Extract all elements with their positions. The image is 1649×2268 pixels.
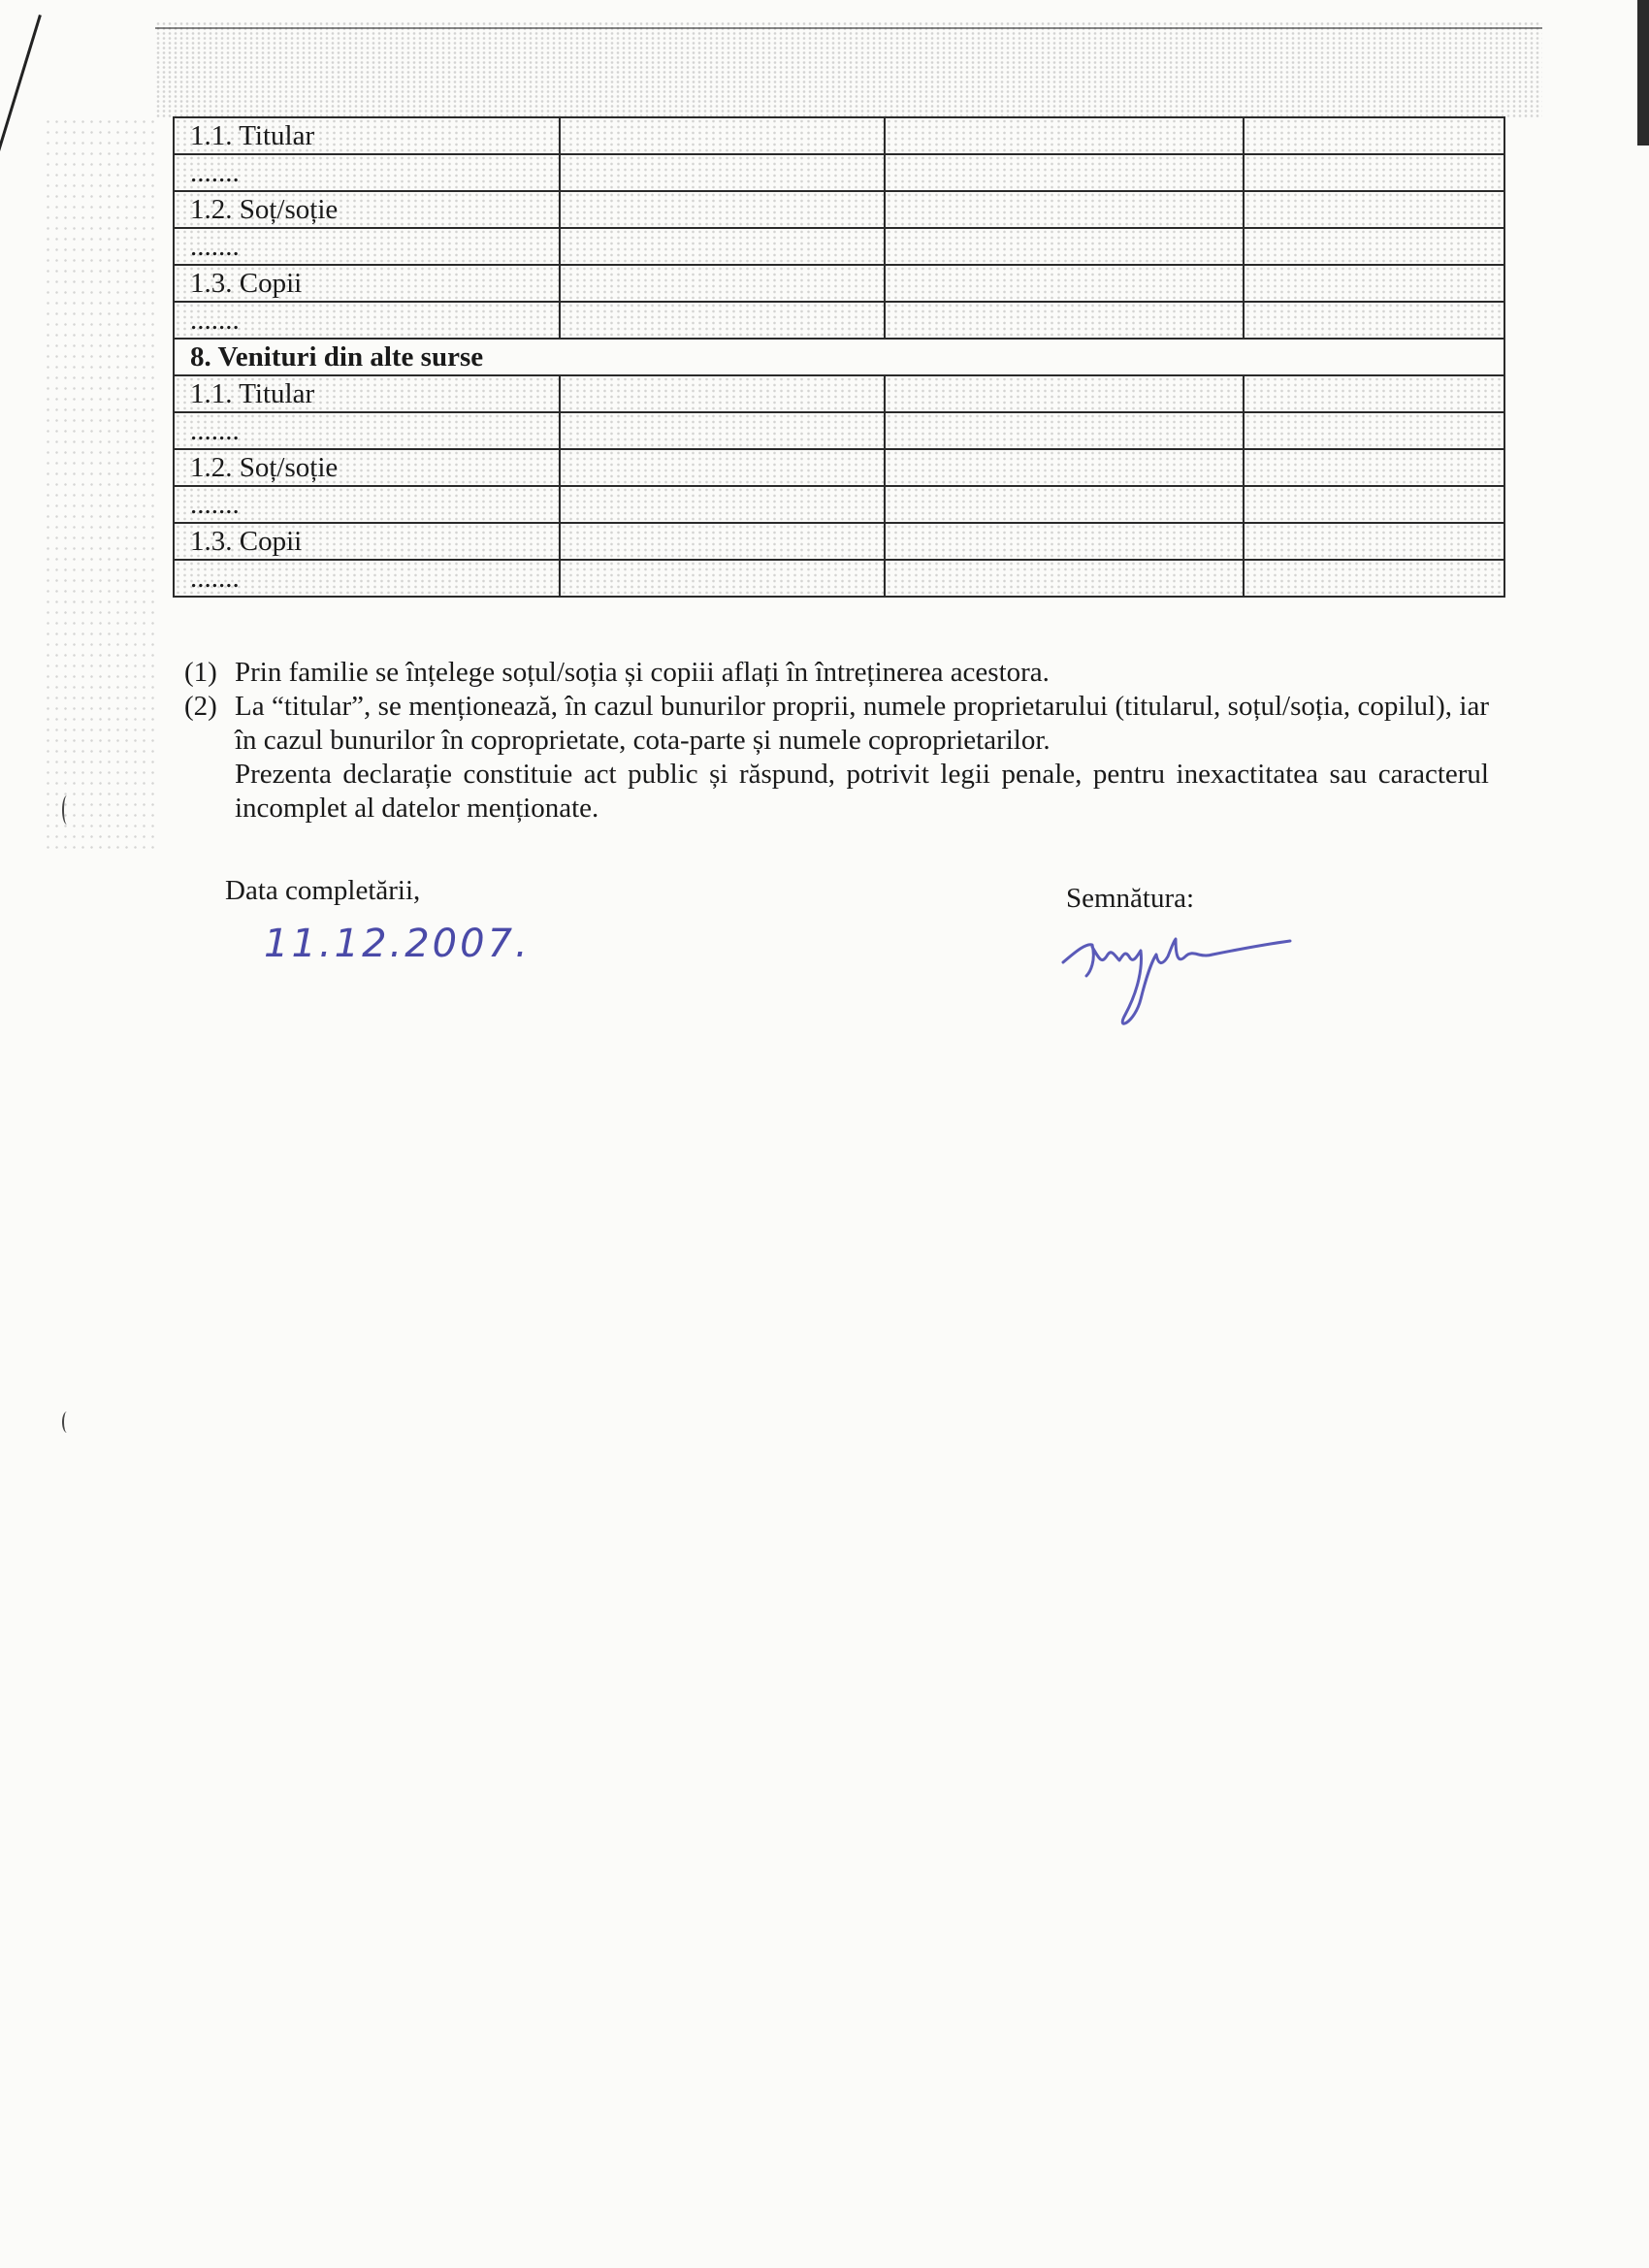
blank-cell — [560, 191, 885, 228]
row-label: 1.3. Copii — [174, 523, 560, 560]
table-row — [174, 375, 1504, 412]
table-row — [174, 228, 1504, 265]
row-label: 1.2. Soț/soție — [174, 449, 560, 486]
blank-cell — [1244, 486, 1504, 523]
blank-cell — [560, 486, 885, 523]
blank-cell — [1244, 117, 1504, 154]
blank-cell — [885, 560, 1244, 597]
row-label: 1.2. Soț/soție — [174, 191, 560, 228]
declaration-text: Prezenta declarație constituie act public și răspund, potrivit legii penale, pentru inexactitatea sau caracterul incomplet al datelor menționate. — [235, 759, 1489, 824]
handwritten-signature — [1057, 922, 1348, 1048]
table-section-row — [174, 339, 1504, 375]
blank-cell — [885, 523, 1244, 560]
row-label: 1.1. Titular — [174, 375, 560, 412]
blank-cell — [560, 265, 885, 302]
handwritten-date: 11.12.2007. — [264, 922, 531, 966]
blank-cell — [560, 302, 885, 339]
scan-edge-mark — [62, 795, 72, 825]
scan-edge-mark — [62, 1411, 72, 1433]
blank-cell — [885, 117, 1244, 154]
table-row — [174, 523, 1504, 560]
row-label: 1.1. Titular — [174, 117, 560, 154]
footnote-number: (2) — [184, 691, 217, 722]
blank-cell — [1244, 302, 1504, 339]
blank-cell — [885, 486, 1244, 523]
blank-cell — [1244, 523, 1504, 560]
blank-cell — [1244, 375, 1504, 412]
date-label: Data completării, — [225, 875, 421, 906]
scan-specks — [44, 116, 160, 854]
footnote-1 — [184, 656, 1489, 690]
footnote-text: Prin familie se înțelege soțul/soția și copiii aflați în întreținerea acestora. — [235, 657, 1050, 688]
table-row — [174, 265, 1504, 302]
blank-cell — [885, 412, 1244, 449]
scan-edge-shadow — [1637, 0, 1649, 146]
table-row — [174, 154, 1504, 191]
row-label: 1.3. Copii — [174, 265, 560, 302]
blank-cell — [885, 154, 1244, 191]
blank-cell — [1244, 560, 1504, 597]
row-label: ....... — [174, 560, 560, 597]
footnote-2 — [184, 690, 1489, 758]
table-row — [174, 302, 1504, 339]
table-row — [174, 117, 1504, 154]
blank-cell — [1244, 154, 1504, 191]
blank-cell — [1244, 265, 1504, 302]
row-label: ....... — [174, 154, 560, 191]
blank-cell — [560, 560, 885, 597]
blank-cell — [1244, 191, 1504, 228]
blank-cell — [560, 523, 885, 560]
table-row — [174, 191, 1504, 228]
signature-label: Semnătura: — [1066, 883, 1195, 914]
blank-cell — [885, 375, 1244, 412]
scanned-header-line — [155, 27, 1542, 29]
blank-cell — [885, 449, 1244, 486]
row-label: ....... — [174, 302, 560, 339]
blank-cell — [1244, 412, 1504, 449]
blank-cell — [560, 154, 885, 191]
blank-cell — [560, 412, 885, 449]
blank-cell — [885, 265, 1244, 302]
blank-cell — [560, 375, 885, 412]
income-table-body — [174, 117, 1504, 597]
table-row — [174, 412, 1504, 449]
blank-cell — [560, 117, 885, 154]
blank-cell — [560, 228, 885, 265]
row-label: ....... — [174, 228, 560, 265]
income-table — [173, 116, 1505, 598]
footnote-text: La “titular”, se menționează, în cazul bunurilor proprii, numele proprietarului (titularul, soțul/soția, copilul), iar în cazul bunurilor în coproprietate, cota-parte și numele coproprietarilor. — [235, 691, 1489, 756]
blank-cell — [885, 228, 1244, 265]
section-heading: 8. Venituri din alte surse — [174, 339, 1504, 375]
scanned-header-noise — [155, 21, 1542, 118]
page-fold-line — [0, 15, 42, 284]
blank-cell — [560, 449, 885, 486]
blank-cell — [1244, 228, 1504, 265]
footnotes — [184, 656, 1489, 826]
table-row — [174, 486, 1504, 523]
table-row — [174, 449, 1504, 486]
table-row — [174, 560, 1504, 597]
blank-cell — [885, 302, 1244, 339]
footnote-number: (1) — [184, 657, 217, 688]
row-label: ....... — [174, 412, 560, 449]
blank-cell — [1244, 449, 1504, 486]
row-label: ....... — [174, 486, 560, 523]
blank-cell — [885, 191, 1244, 228]
